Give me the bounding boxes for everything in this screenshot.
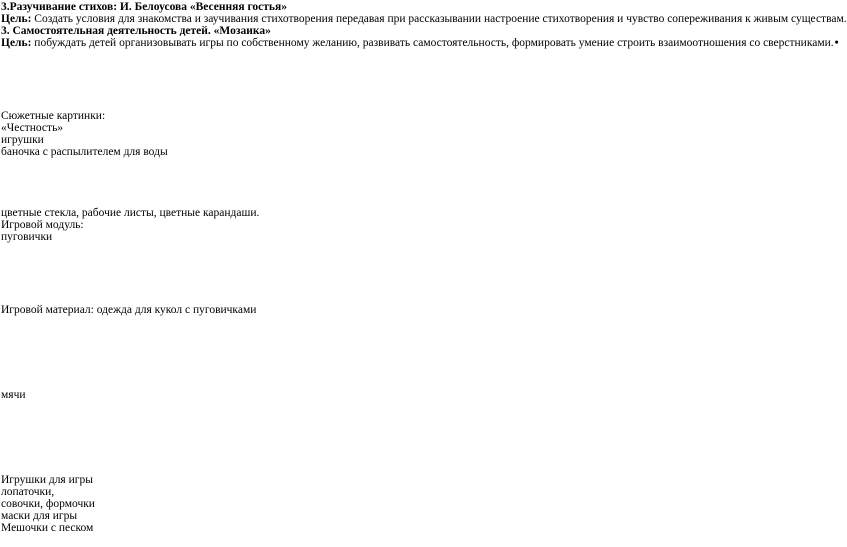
section-goal-text: Создать условия для знакомства и заучивания стихотворения передавая при рассказывании настроение стихотворения и чувство сопереживания к живым существам. (31, 13, 847, 25)
materials-line: пуговички (1, 231, 53, 243)
materials-line: баночка с распылителем для воды (1, 146, 168, 158)
materials-line: Игровой материал: одежда для кукол с пуговичками (1, 304, 257, 316)
materials-line: цветные стекла, рабочие листы, цветные карандаши. (1, 207, 260, 219)
materials-line: мячи (1, 389, 26, 401)
materials-line: игрушки (1, 134, 44, 146)
materials-line: совочки, формочки (1, 498, 95, 510)
section-title-author: И. Белоусова «Весенняя гостья» (119, 1, 287, 13)
section-title-prefix: 3.Разучивание стихов: (1, 1, 120, 13)
materials-line: лопаточки, (1, 486, 55, 498)
activity-goal-label: Цель: (1, 37, 32, 49)
bullet-marker: • (834, 37, 839, 49)
materials-line: Сюжетные картинки: (1, 110, 106, 122)
materials-line: Игрушки для игры (1, 474, 93, 486)
materials-line: маски для игры (1, 510, 78, 522)
materials-line: «Честность» (1, 122, 64, 134)
materials-line: Мешочки с песком (1, 522, 94, 534)
section-title (1, 1, 287, 13)
activity-title: 3. Самостоятельная деятельность детей. «Мозаика» (1, 25, 271, 37)
section-goal-label: Цель: (1, 13, 32, 25)
activity-goal (1, 37, 839, 49)
materials-line: Игровой модуль: (1, 219, 84, 231)
section-goal (1, 13, 847, 25)
activity-goal-text: побуждать детей организовывать игры по собственному желанию, развивать самостоятельность, формировать умение строить взаимоотношения со сверстниками. (31, 37, 834, 49)
